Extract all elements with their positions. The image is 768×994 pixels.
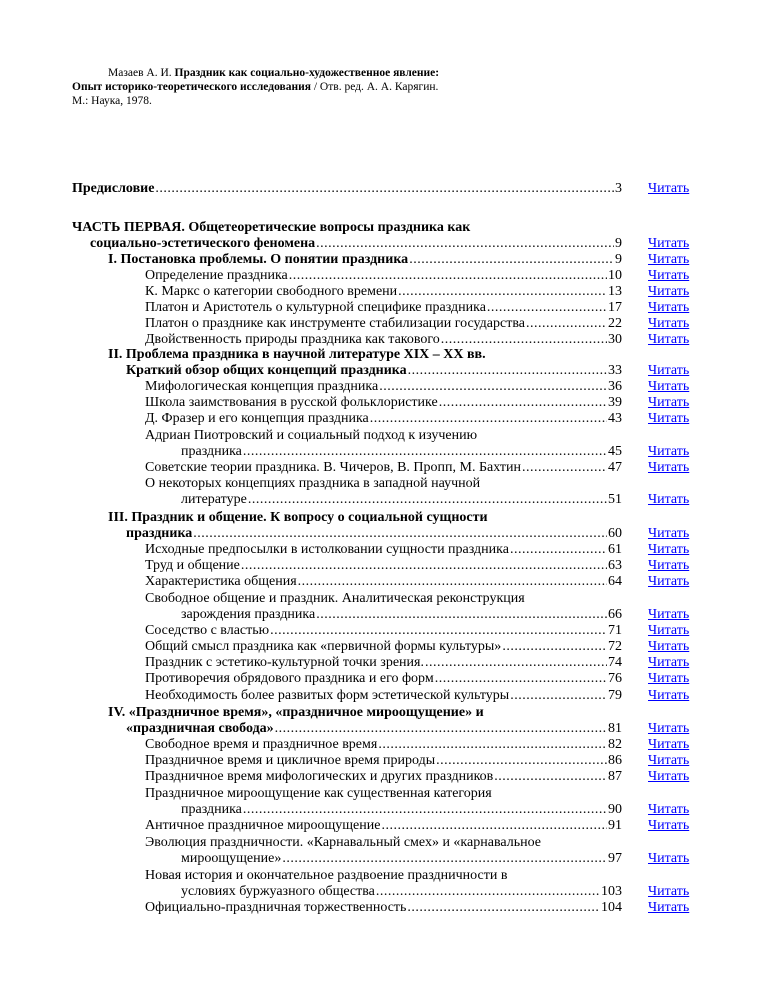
toc-entry-title: ЧАСТЬ ПЕРВАЯ. Общетеоретические вопросы праздника как [72,220,471,235]
read-link[interactable]: Читать [648,884,690,899]
toc-entry [145,284,622,300]
toc-entry-page: 86 [608,753,622,768]
toc-entry-title: зарождения праздника [181,607,316,622]
toc-entry-title: Античное праздничное мироощущение [145,818,381,833]
toc-entry-page: 43 [608,411,622,426]
toc-entry [181,492,622,508]
toc-entry [181,444,622,460]
toc-entry-title: Соседство с властью [145,623,270,638]
toc-entry-title: мироощущение» [181,851,282,866]
read-link[interactable]: Читать [648,300,690,315]
toc-entry-page: 9 [615,252,622,267]
toc-entry-title: Мифологическая концепция праздника [145,379,379,394]
toc-entry [72,181,622,197]
read-link[interactable]: Читать [648,460,690,475]
read-link[interactable]: Читать [648,769,690,784]
toc-entry [126,721,622,737]
read-link[interactable]: Читать [648,284,690,299]
toc-entry [145,688,622,704]
toc-entry [181,802,622,818]
toc-entry-title: Характеристика общения [145,574,297,589]
toc-entry [145,332,622,348]
toc-entry-page: 66 [608,607,622,622]
toc-entry [145,268,622,284]
read-link[interactable]: Читать [648,411,690,426]
toc-entry-title: «праздничная свобода» [126,721,274,736]
toc-entry-title: Советские теории праздника. В. Чичеров, В. Пропп, М. Бахтин [145,460,521,475]
read-link[interactable]: Читать [648,607,690,622]
read-link[interactable]: Читать [648,900,690,915]
citation-author: Мазаев А. И. [108,67,172,79]
toc-entry-title: Необходимость более развитых форм эстетической культуры [145,688,510,703]
toc-entry-title: Официально-праздничная торжественность [145,900,407,915]
toc-entry-page: 61 [608,542,622,557]
toc-entry [145,671,622,687]
toc-entry-page: 39 [608,395,622,410]
toc-entry [145,574,622,590]
toc-entry-title: литературе [181,492,247,507]
toc-entry [145,900,622,916]
read-link[interactable]: Читать [648,574,690,589]
read-link[interactable]: Читать [648,623,690,638]
toc-entry-page: 60 [608,526,622,541]
toc-entry-page: 17 [608,300,622,315]
toc-entry-page: 33 [608,363,622,378]
toc-entry-title: Праздничное время мифологических и других праздников [145,769,494,784]
toc-entry-page: 9 [615,236,622,251]
read-link[interactable]: Читать [648,332,690,347]
toc-entry-page: 82 [608,737,622,752]
toc-entry [145,769,622,785]
read-link[interactable]: Читать [648,721,690,736]
toc-entry-page: 3 [615,181,622,196]
toc-entry [145,639,622,655]
read-link[interactable]: Читать [648,737,690,752]
toc-entry-page: 103 [601,884,622,899]
toc-entry [145,737,622,753]
toc-entry-title: Предисловие [72,181,155,196]
read-link[interactable]: Читать [648,236,690,251]
toc-entry-title: праздника [126,526,193,541]
toc-entry-title: Труд и общение [145,558,240,573]
toc-entry-title: Свободное общение и праздник. Аналитическая реконструкция [145,591,525,606]
toc-entry-page: 97 [608,851,622,866]
read-link[interactable]: Читать [648,802,690,817]
toc-entry-title: Новая история и окончательное раздвоение праздничности в [145,868,508,883]
toc-entry-title: Праздничное время и цикличное время природы [145,753,436,768]
toc-entry-title: IV. «Праздничное время», «праздничное мироощущение» и [108,705,484,720]
citation-title: Праздник как социально-художественное явление: Опыт историко-теоретического исследования [72,67,440,93]
toc-entry-title: Платон о празднике как инструменте стабилизации государства [145,316,525,331]
read-link[interactable]: Читать [648,379,690,394]
toc-entry [108,252,622,268]
toc-entry-page: 64 [608,574,622,589]
toc-entry-page: 74 [608,655,622,670]
read-link[interactable]: Читать [648,639,690,654]
toc-entry [145,655,622,671]
toc-entry-title: I. Постановка проблемы. О понятии праздника [108,252,409,267]
toc-entry-title: К. Маркс о категории свободного времени [145,284,398,299]
toc-entry-page: 10 [608,268,622,283]
read-link[interactable]: Читать [648,444,690,459]
read-link[interactable]: Читать [648,181,690,196]
toc-entry [181,607,622,623]
toc-entry-title: Исходные предпосылки в истолковании сущности праздника [145,542,509,557]
read-link[interactable]: Читать [648,542,690,557]
toc-entry-title: Праздник с эстетико-культурной точки зрения. [145,655,424,670]
read-link[interactable]: Читать [648,558,690,573]
toc-entry [145,316,622,332]
toc-entry [145,379,622,395]
toc-entry-page: 30 [608,332,622,347]
toc-entry-title: Определение праздника [145,268,288,283]
toc-entry [145,411,622,427]
toc-entry-title: Общий смысл праздника как «первичной формы культуры» [145,639,502,654]
toc-entry-title: социально-эстетического феномена [90,236,316,251]
toc-entry [145,395,622,411]
citation-rest: / Отв. ред. А. А. Карягин. М.: Наука, 1978. [72,81,439,107]
read-link[interactable]: Читать [648,363,690,378]
toc-entry-title: Школа заимствования в русской фольклористике [145,395,438,410]
read-link[interactable]: Читать [648,655,690,670]
toc-entry-page: 22 [608,316,622,331]
read-link[interactable]: Читать [648,252,690,267]
toc-entry-title: Платон и Аристотель о культурной специфике праздника [145,300,486,315]
read-link[interactable]: Читать [648,316,690,331]
toc-entry [181,884,622,900]
toc-entry-page: 71 [608,623,622,638]
toc-entry-page: 63 [608,558,622,573]
toc-entry-page: 36 [608,379,622,394]
toc-entry-page: 72 [608,639,622,654]
toc-entry-page: 104 [601,900,622,915]
read-link[interactable]: Читать [648,492,690,507]
toc-entry [145,818,622,834]
toc-entry [90,236,622,252]
toc-entry [145,460,622,476]
toc-entry-title: О некоторых концепциях праздника в западной научной [145,476,481,491]
toc-entry-page: 90 [608,802,622,817]
read-link[interactable]: Читать [648,395,690,410]
toc-entry-page: 45 [608,444,622,459]
toc-entry-title: Адриан Пиотровский и социальный подход к изучению [145,428,478,443]
toc-entry-title: Праздничное мироощущение как существенная категория [145,786,492,801]
read-link[interactable]: Читать [648,851,690,866]
toc-entry-page: 87 [608,769,622,784]
read-link[interactable]: Читать [648,753,690,768]
toc-entry-title: Эволюция праздничности. «Карнавальный смех» и «карнавальное [145,835,541,850]
read-link[interactable]: Читать [648,526,690,541]
toc-entry [145,753,622,769]
toc-entry [145,300,622,316]
toc-entry-page: 51 [608,492,622,507]
read-link[interactable]: Читать [648,268,690,283]
toc-entry [145,558,622,574]
toc-entry-title: Свободное время и праздничное время [145,737,378,752]
toc-entry-title: условиях буржуазного общества [181,884,375,899]
toc-entry-title: Д. Фразер и его концепция праздника [145,411,369,426]
toc-entry-title: III. Праздник и общение. К вопросу о социальной сущности [108,510,488,525]
toc-entry-page: 79 [608,688,622,703]
toc-entry-title: Противоречия обрядового праздника и его форм [145,671,434,686]
toc-entry-title: II. Проблема праздника в научной литературе XIX – XX вв. [108,347,486,362]
toc-entry-page: 91 [608,818,622,833]
toc-entry [126,363,622,379]
toc-entry-page: 47 [608,460,622,475]
toc-entry-page: 76 [608,671,622,686]
toc-entry-page: 81 [608,721,622,736]
toc-entry-page: 13 [608,284,622,299]
read-link[interactable]: Читать [648,671,690,686]
toc-entry [145,623,622,639]
read-link[interactable]: Читать [648,818,690,833]
read-link[interactable]: Читать [648,688,690,703]
toc-entry [126,526,622,542]
toc-entry [181,851,622,867]
toc-entry-title: Двойственность природы праздника как такового [145,332,440,347]
toc-entry-title: Краткий обзор общих концепций праздника [126,363,407,378]
toc-entry-title: праздника [181,444,242,459]
toc-entry-title: праздника [181,802,242,817]
toc-entry [145,542,622,558]
